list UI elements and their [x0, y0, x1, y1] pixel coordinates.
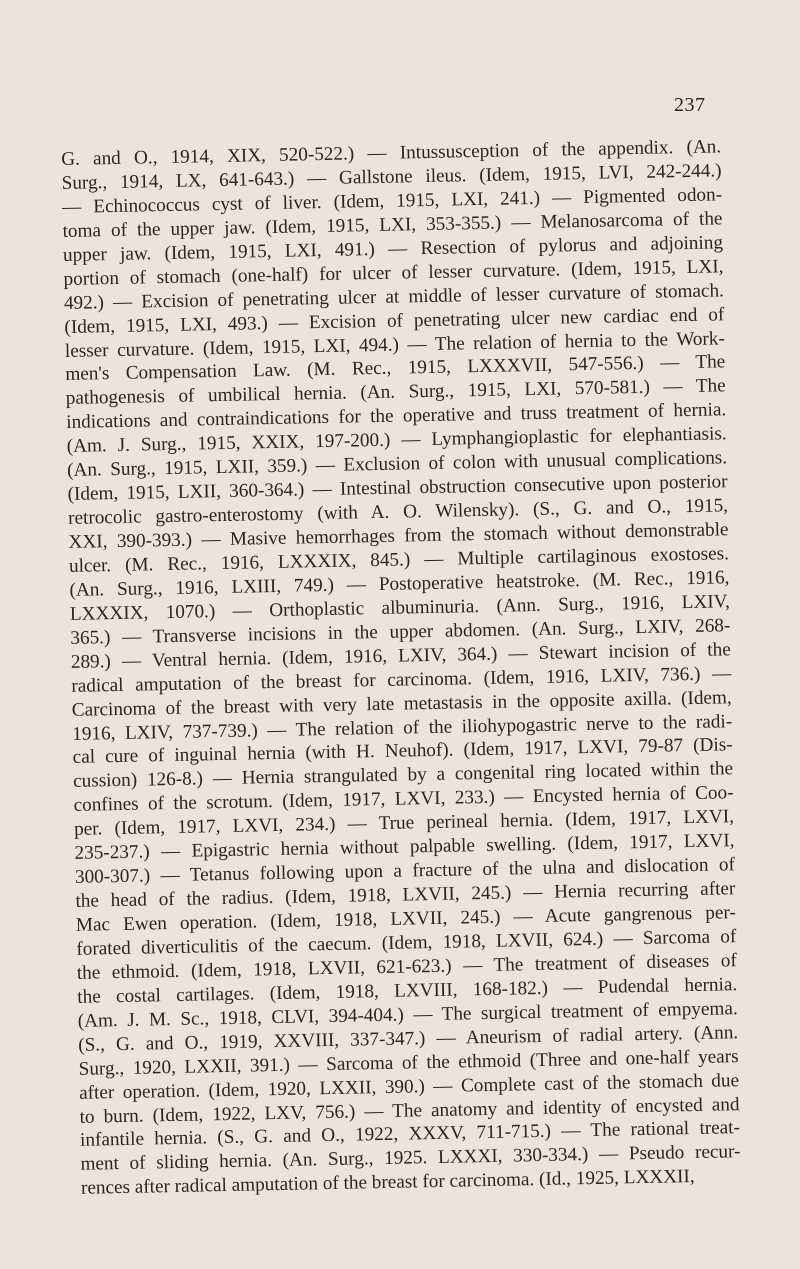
text-line: infantile hernia. (S., G. and O., 1922, XXXV, 711-715.) — The rational treat-	[79, 1117, 741, 1152]
text-line: (Am. J. Surg., 1915, XXIX, 197-200.) — Lymphangioplastic for elephantiasis.	[66, 423, 727, 458]
text-line: G. and O., 1914, XIX, 520-522.) — Intussusception of the appendix. (An.	[61, 136, 722, 170]
text-line: LXXXIX, 1070.) — Orthoplastic albuminuria. (Ann. Surg., 1916, LXIV,	[69, 591, 731, 625]
text-line: — Echinococcus cyst of liver. (Idem, 1915, LXI, 241.) — Pigmented odon-	[61, 184, 723, 218]
text-line: 300-307.) — Tetanus following upon a fracture of the ulna and dislocation of	[74, 854, 736, 888]
text-line: confines of the scrotum. (Idem, 1917, LXVI, 233.) — Encysted hernia of Coo-	[73, 782, 734, 817]
text-line: Mac Ewen operation. (Idem, 1918, LXVII, 245.) — Acute gangrenous per-	[75, 902, 737, 936]
text-line: (Idem, 1915, LXII, 360-364.) — Intestinal obstruction consecutive upon posterior	[67, 471, 728, 506]
text-line: per. (Idem, 1917, LXVI, 234.) — True perineal hernia. (Idem, 1917, LXVI,	[73, 806, 735, 841]
text-line: men's Compensation Law. (M. Rec., 1915, LXXXVII, 547-556.) — The	[65, 351, 726, 386]
text-line: cal cure of inguinal hernia (with H. Neuhof). (Idem, 1917, LXVI, 79-87 (Dis-	[72, 734, 733, 769]
text-line: ulcer. (M. Rec., 1916, LXXXIX, 845.) — Multiple cartilaginous exostoses.	[68, 543, 730, 577]
page-number: 237	[674, 94, 706, 116]
text-line: (Idem, 1915, LXI, 493.) — Excision of penetrating ulcer new cardiac end of	[64, 303, 725, 338]
text-line: (An. Surg., 1916, LXIII, 749.) — Postoperative heatstroke. (M. Rec., 1916,	[69, 567, 730, 601]
text-line: Surg., 1914, LX, 641-643.) — Gallstone ileus. (Idem, 1915, LVI, 242-244.)	[61, 160, 722, 194]
text-line: 365.) — Transverse incisions in the upper abdomen. (An. Surg., LXIV, 268-	[70, 614, 731, 649]
text-line: 235-237.) — Epigastric hernia without palpable swelling. (Idem, 1917, LXVI,	[74, 830, 735, 865]
text-line: Carcinoma of the breast with very late metastasis in the opposite axilla. (Idem,	[71, 686, 732, 721]
text-line: portion of stomach (one-half) for ulcer of lesser curvature. (Idem, 1915, LXI,	[63, 255, 724, 290]
text-line: 492.) — Excision of penetrating ulcer at middle of lesser curvature of stomach.	[63, 279, 725, 314]
text-line: upper jaw. (Idem, 1915, LXI, 491.) — Resection of pylorus and adjoining	[62, 232, 724, 266]
text-line: lesser curvature. (Idem, 1915, LXI, 494.) — The relation of hernia to the Work-	[64, 327, 725, 362]
text-line: the costal cartilages. (Idem, 1918, LXVIII, 168-182.) — Pudendal hernia.	[77, 973, 738, 1008]
text-line: retrocolic gastro-enterostomy (with A. O. Wilensky). (S., G. and O., 1915,	[67, 495, 729, 529]
text-line: (Am. J. M. Sc., 1918, CLVI, 394-404.) — The surgical treatment of empyema.	[77, 997, 738, 1032]
text-line: to burn. (Idem, 1922, LXV, 756.) — The anatomy and identity of encysted and	[79, 1093, 740, 1128]
text-line: pathogenesis of umbilical hernia. (An. Surg., 1915, LXI, 570-581.) — The	[65, 375, 726, 410]
text-line: indications and contraindications for the operative and truss treatment of hernia.	[66, 399, 727, 434]
text-line: (S., G. and O., 1919, XXVIII, 337-347.) — Aneurism of radial artery. (Ann.	[78, 1021, 739, 1056]
text-line: cussion) 126-8.) — Hernia strangulated by a congenital ring located within the	[72, 758, 734, 793]
text-line: toma of the upper jaw. (Idem, 1915, LXI, 353-355.) — Melanosarcoma of the	[62, 208, 723, 242]
text-line: the ethmoid. (Idem, 1918, LXVII, 621-623.) — The treatment of diseases of	[76, 950, 737, 984]
text-line: Surg., 1920, LXXII, 391.) — Sarcoma of the ethmoid (Three and one-half years	[78, 1045, 739, 1080]
text-line: 289.) — Ventral hernia. (Idem, 1916, LXIV, 364.) — Stewart incision of the	[70, 638, 731, 673]
text-line: the head of the radius. (Idem, 1918, LXVII, 245.) — Hernia recurring after	[75, 878, 736, 912]
bibliography-text-block	[61, 135, 741, 1201]
text-line: rences after radical amputation of the breast for carcinoma. (Id., 1925, LXXXII,	[80, 1166, 695, 1200]
text-line: after operation. (Idem, 1920, LXXII, 390.) — Complete cast of the stomach due	[78, 1069, 740, 1104]
text-line: forated diverticulitis of the caecum. (Idem, 1918, LXVII, 624.) — Sarcoma of	[76, 926, 737, 960]
text-line: XXI, 390-393.) — Masive hemorrhages from the stomach without demonstrable	[68, 519, 729, 553]
text-line: ment of sliding hernia. (An. Surg., 1925. LXXXI, 330-334.) — Pseudo recur-	[80, 1141, 741, 1176]
text-line: radical amputation of the breast for carcinoma. (Idem, 1916, LXIV, 736.) —	[71, 662, 732, 697]
text-line: (An. Surg., 1915, LXII, 359.) — Exclusion of colon with unusual complications.	[66, 447, 728, 482]
text-line: 1916, LXIV, 737-739.) — The relation of the iliohypogastric nerve to the radi-	[72, 710, 733, 745]
